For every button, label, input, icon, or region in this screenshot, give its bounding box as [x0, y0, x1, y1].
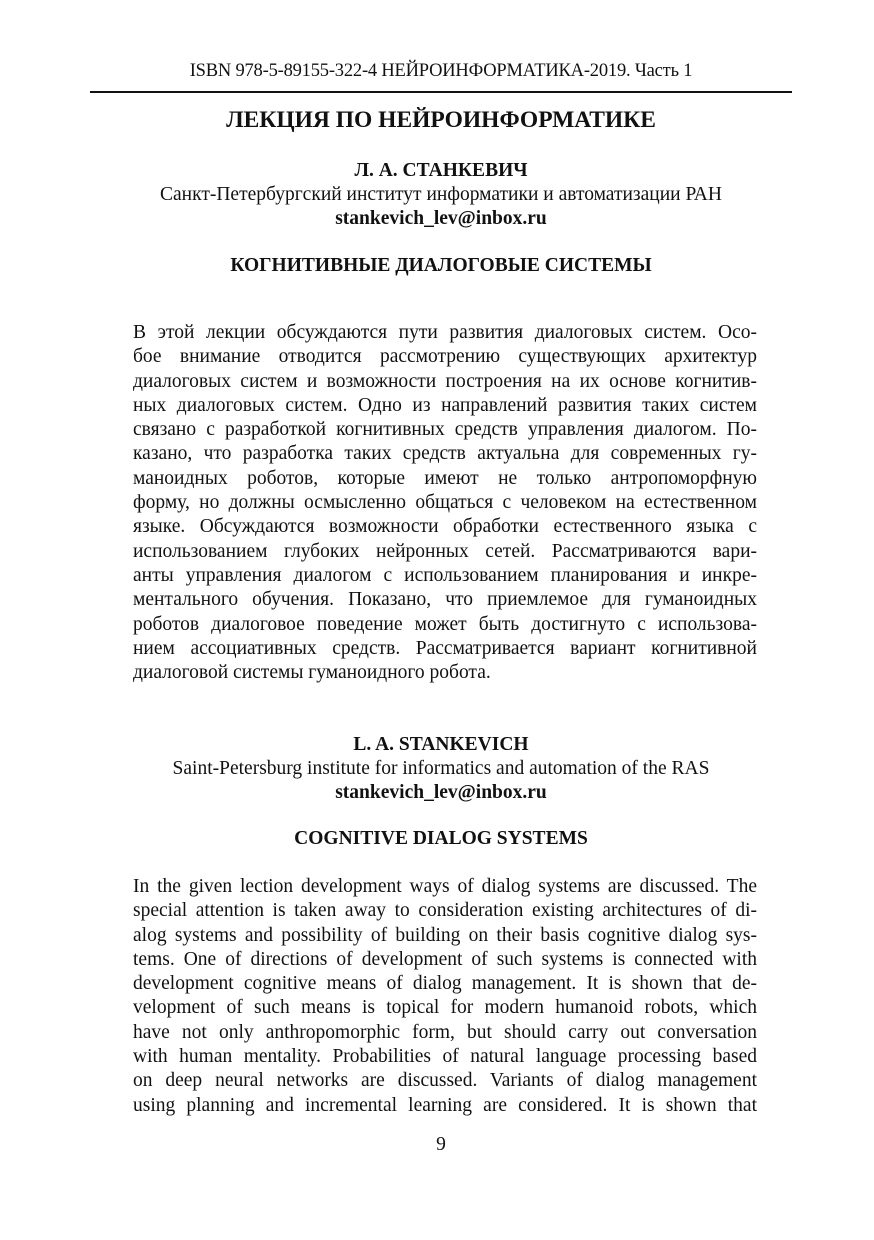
- abstract-line-text: ных диалоговых систем. Одно из направлений развития таких систем: [133, 394, 757, 416]
- abstract-line-text: alog systems and possibility of building on their basis cognitive dialog sys-: [133, 924, 757, 946]
- abstract-line: [133, 899, 757, 923]
- abstract-line-text: velopment of such means is topical for modern humanoid robots, which: [133, 997, 757, 1019]
- abstract-line: [133, 875, 757, 899]
- abstract-line: [133, 321, 757, 345]
- email-en: stankevich_lev@inbox.ru: [335, 782, 547, 803]
- author-en: L. A. STANKEVICH: [353, 734, 529, 755]
- abstract-line: [133, 467, 757, 491]
- abstract-line: [133, 1094, 757, 1118]
- affiliation-ru: Санкт-Петербургский институт информатики и автоматизации РАН: [160, 184, 722, 205]
- abstract-line: [133, 1021, 757, 1045]
- abstract-line-text: маноидных роботов, которые имеют не только антропоморфную: [133, 467, 757, 489]
- abstract-line-text: диалоговых систем и возможности построения на их основе когнитив-: [133, 370, 757, 392]
- abstract-line-text: казано, что разработка таких средств актуальна для современных гу-: [133, 443, 757, 465]
- abstract-line-text: связано с разработкой когнитивных средств управления диалогом. По-: [133, 419, 757, 441]
- abstract-line-text: special attention is taken away to consideration existing architectures of di-: [133, 900, 757, 922]
- abstract-line: [133, 370, 757, 394]
- abstract-line: [133, 972, 757, 996]
- abstract-ru: [133, 321, 757, 685]
- abstract-line-text: бое внимание отводится рассмотрению существующих архитектур: [133, 346, 757, 368]
- abstract-line: [133, 637, 757, 661]
- abstract-line-text: роботов диалоговое поведение может быть достигнуто с использова-: [133, 613, 757, 635]
- abstract-line-text: have not only anthropomorphic form, but should carry out conversation: [133, 1021, 757, 1043]
- abstract-line: [133, 442, 757, 466]
- abstract-line: [133, 1045, 757, 1069]
- abstract-line: [133, 345, 757, 369]
- abstract-line-text: with human mentality. Probabilities of natural language processing based: [133, 1046, 757, 1068]
- abstract-line: [133, 394, 757, 418]
- abstract-line-text: диалоговой системы гуманоидного робота.: [133, 662, 491, 684]
- abstract-line-text: форму, но должны осмысленно общаться с человеком на естественном: [133, 492, 757, 514]
- abstract-line: [133, 996, 757, 1020]
- abstract-line-text: нием ассоциативных средств. Рассматривается вариант когнитивной: [133, 637, 757, 659]
- email-ru: stankevich_lev@inbox.ru: [335, 208, 547, 229]
- lecture-title: ЛЕКЦИЯ ПО НЕЙРОИНФОРМАТИКЕ: [226, 107, 656, 133]
- abstract-line-text: using planning and incremental learning are considered. It is shown that: [133, 1094, 757, 1116]
- author-ru: Л. А. СТАНКЕВИЧ: [354, 160, 528, 181]
- paper-title-en: COGNITIVE DIALOG SYSTEMS: [294, 828, 588, 849]
- abstract-line-text: анты управления диалогом с использованием планирования и инкре-: [133, 564, 757, 586]
- abstract-line-text: В этой лекции обсуждаются пути развития диалоговых систем. Осо-: [133, 322, 757, 343]
- abstract-line: [133, 491, 757, 515]
- abstract-en: [133, 875, 757, 1118]
- abstract-line-text: ментального обучения. Показано, что приемлемое для гуманоидных: [133, 589, 757, 611]
- paper-title-ru: КОГНИТИВНЫЕ ДИАЛОГОВЫЕ СИСТЕМЫ: [230, 255, 652, 276]
- abstract-line: [133, 1069, 757, 1093]
- abstract-line: [133, 418, 757, 442]
- running-header: ISBN 978-5-89155-322-4 НЕЙРОИНФОРМАТИКА-2019. Часть 1: [189, 61, 693, 81]
- abstract-line-text: использованием глубоких нейронных сетей. Рассматриваются вари-: [133, 540, 757, 562]
- page-number: 9: [436, 1134, 446, 1155]
- abstract-line: [133, 948, 757, 972]
- abstract-line-text: on deep neural networks are discussed. Variants of dialog management: [133, 1070, 757, 1092]
- abstract-line: [133, 613, 757, 637]
- abstract-line: [133, 924, 757, 948]
- affiliation-en: Saint-Petersburg institute for informatics and automation of the RAS: [172, 758, 710, 779]
- abstract-line: [133, 661, 757, 685]
- abstract-line-text: tems. One of directions of development of such systems is connected with: [133, 948, 757, 970]
- abstract-line: [133, 515, 757, 539]
- abstract-line-text: языке. Обсуждаются возможности обработки естественного языка с: [133, 516, 757, 538]
- abstract-line: [133, 540, 757, 564]
- header-rule: [90, 91, 792, 93]
- abstract-line: [133, 588, 757, 612]
- abstract-line-text: development cognitive means of dialog management. It is shown that de-: [133, 973, 757, 995]
- abstract-line-text: In the given lection development ways of dialog systems are discussed. The: [133, 876, 757, 897]
- abstract-line: [133, 564, 757, 588]
